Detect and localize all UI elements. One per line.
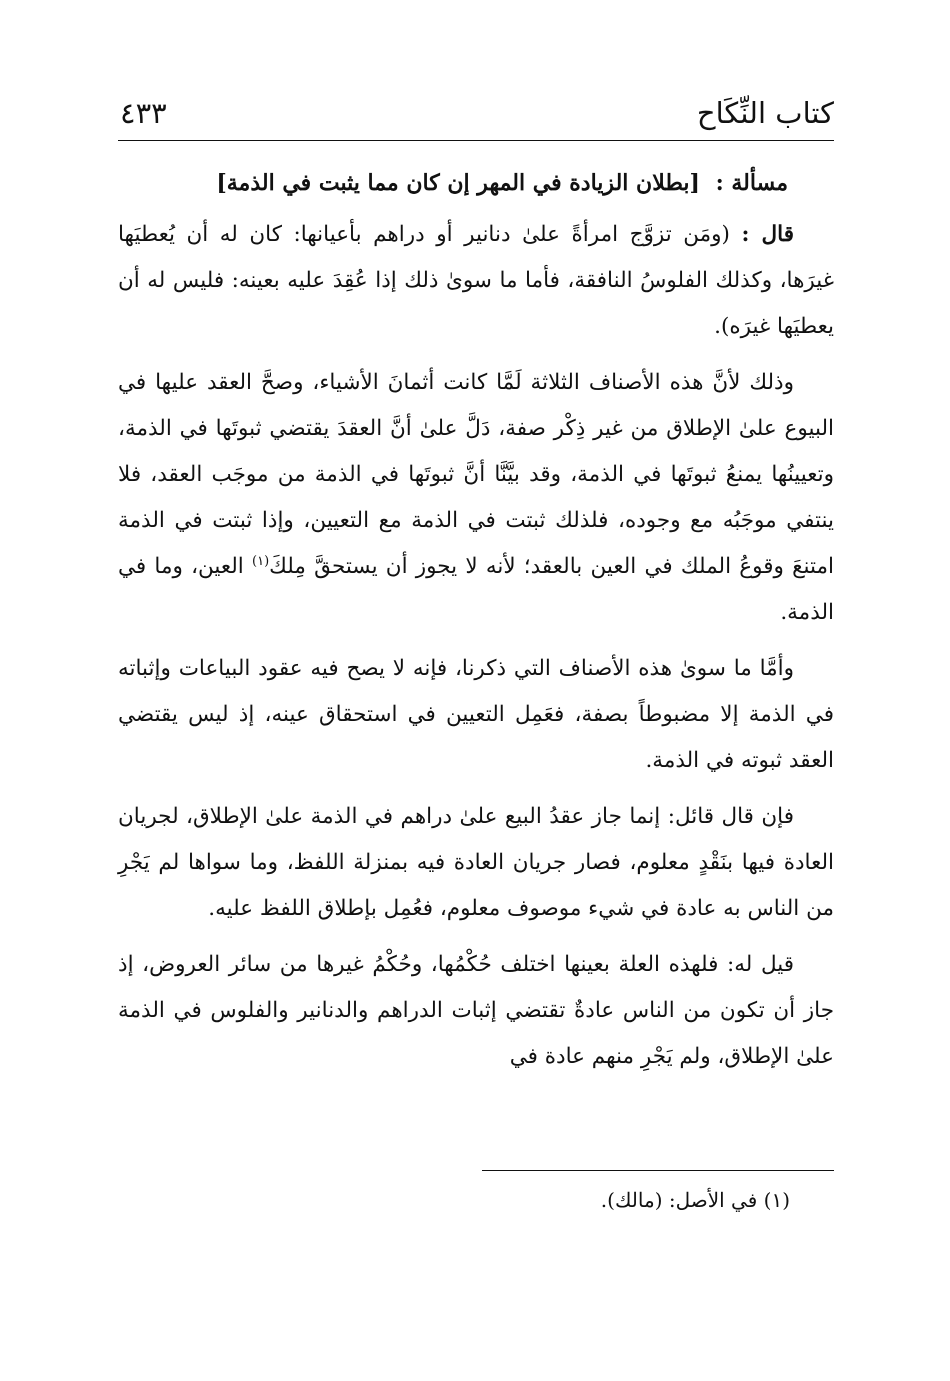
chapter-title: كتاب النِّكَاح xyxy=(696,96,834,130)
footnote-divider xyxy=(482,1170,834,1171)
paragraph-text: وأمَّا ما سوىٰ هذه الأصناف التي ذكرنا، فإنه لا يصح فيه عقود البياعات وإثباته في الذمة إلا مضبوطاً بصفة، فعَمِل التعيين في استحقاق عينه، إذ ليس يقتضي العقد ثبوته في الذمة. xyxy=(118,656,834,773)
main-text xyxy=(118,160,834,1090)
paragraph-1 xyxy=(118,212,834,350)
paragraph-lead: قال : xyxy=(741,222,795,247)
paragraph-text-after: العين، وما في الذمة. xyxy=(118,554,834,625)
paragraph-text: قيل له: فلهذه العلة بعينها اختلف حُكْمُها، وحُكْمُ غيرها من سائر العروض، إذ جاز أن تكون من الناس عادةٌ تقتضي إثبات الدراهم والدنانير والفلوس في الذمة علىٰ الإطلاق، ولم يَجْرِ منهم عادة في xyxy=(118,952,834,1069)
footnote-marker: (١) xyxy=(252,553,270,569)
paragraph-4 xyxy=(118,794,834,932)
paragraph-2 xyxy=(118,360,834,636)
paragraph-text: وذلك لأنَّ هذه الأصناف الثلاثة لَمَّا كانت أثمانَ الأشياء، وصحَّ العقد عليها في البيوع علىٰ الإطلاق من غير ذِكْر صفة، دَلَّ علىٰ أنَّ العقدَ يقتضي ثبوتَها في الذمة، وتعيينُها يمنعُ ثبوتَها في الذمة، وقد بيَّنَّا أنَّ ثبوتَها في الذمة من موجَب العقد، فلا ينتفي موجَبُه مع وجوده، فلذلك ثبتت في الذمة مع التعيين، وإذا ثبتت في الذمة امتنعَ وقوعُ الملك في العين بالعقد؛ لأنه لا يجوز أن يستحقَّ مِلكَ xyxy=(118,370,834,579)
heading-label: مسألة : xyxy=(715,170,788,196)
page-number: ٤٣٣ xyxy=(120,96,167,130)
paragraph-text: فإن قال قائل: إنما جاز عقدُ البيع علىٰ دراهم في الذمة علىٰ الإطلاق، لجريان العادة فيها بنَقْدٍ معلوم، فصار جريان العادة فيه بمنزلة اللفظ، وما سواها لم يَجْرِ من الناس به عادة في شيء موصوف معلوم، فعُمِل بإطلاق اللفظ عليه. xyxy=(118,804,834,921)
running-header xyxy=(118,92,834,141)
paragraph-5 xyxy=(118,942,834,1080)
heading-title: [بطلان الزيادة في المهر إن كان مما يثبت في الذمة] xyxy=(216,170,700,196)
paragraph-text: (ومَن تزوَّج امرأةً علىٰ دنانير أو دراهم بأعيانها: كان له أن يُعطيَها غيرَها، وكذلك الفلوسُ النافقة، فأما ما سوىٰ ذلك إذا عُقِدَ عليه بعينه: فليس له أن يعطيَها غيرَه). xyxy=(118,222,834,339)
section-heading xyxy=(118,160,834,206)
paragraph-3 xyxy=(118,646,834,784)
footnote: (١) في الأصل: (مالك). xyxy=(600,1188,790,1212)
